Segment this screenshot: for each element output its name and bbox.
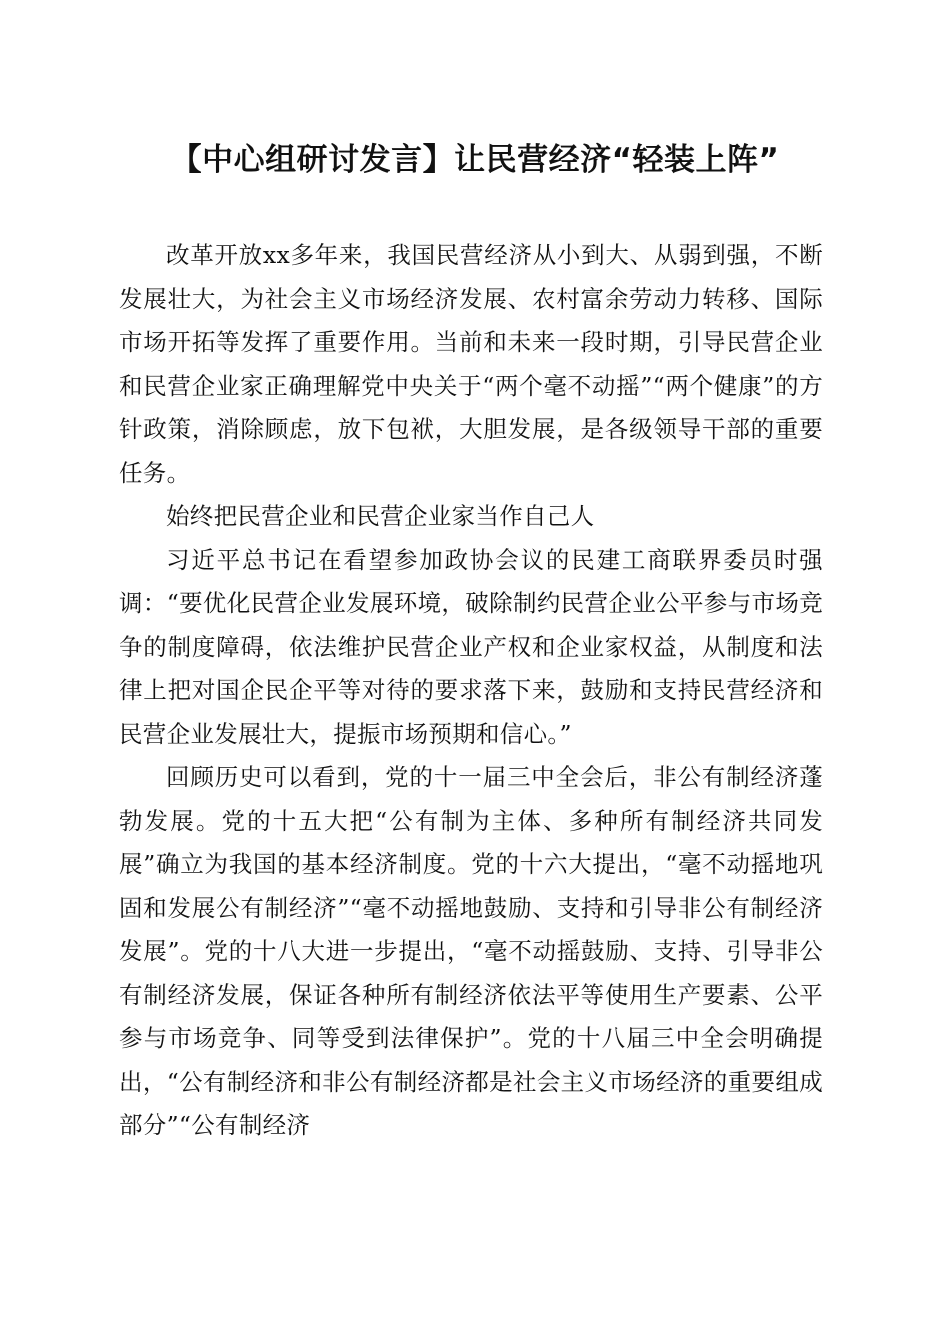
section-subheading: 始终把民营企业和民营企业家当作自己人 [166,502,595,530]
document-title: 【中心组研讨发言】让民营经济“轻装上阵” [170,142,780,178]
paragraph-history: 回顾历史可以看到，党的十一届三中全会后，非公有制经济蓬勃发展。党的十五大把“公有制为主体、多种所有制经济共同发展”确立为我国的基本经济制度。党的十六大提出，“毫不动摇地巩固和发展公有制经济”“毫不动摇地鼓励、支持和引导非公有制经济发展”。党的十八大进一步提出，“毫不动摇鼓励、支持、引导非公有制经济发展，保证各种所有制经济依法平等使用生产要素、公平参与市场竞争、同等受到法律保护”。党的十八届三中全会明确提出，“公有制经济和非公有制经济都是社会主义市场经济的重要组成部分”“公有制经济 [119,763,823,1139]
paragraph-intro: 改革开放xx多年来，我国民营经济从小到大、从弱到强，不断发展壮大，为社会主义市场经济发展、农村富余劳动力转移、国际市场开拓等发挥了重要作用。当前和未来一段时期，引导民营企业和民营企业家正确理解党中央关于“两个毫不动摇”“两个健康”的方针政策，消除顾虑，放下包袱，大胆发展，是各级领导干部的重要任务。 [119,241,823,487]
document-body [119,234,823,1148]
paragraph-quote: 习近平总书记在看望参加政协会议的民建工商联界委员时强调：“要优化民营企业发展环境，破除制约民营企业公平参与市场竞争的制度障碍，依法维护民营企业产权和企业家权益，从制度和法律上把对国企民企平等对待的要求落下来，鼓励和支持民营经济和民营企业发展壮大，提振市场预期和信心。” [119,545,823,748]
